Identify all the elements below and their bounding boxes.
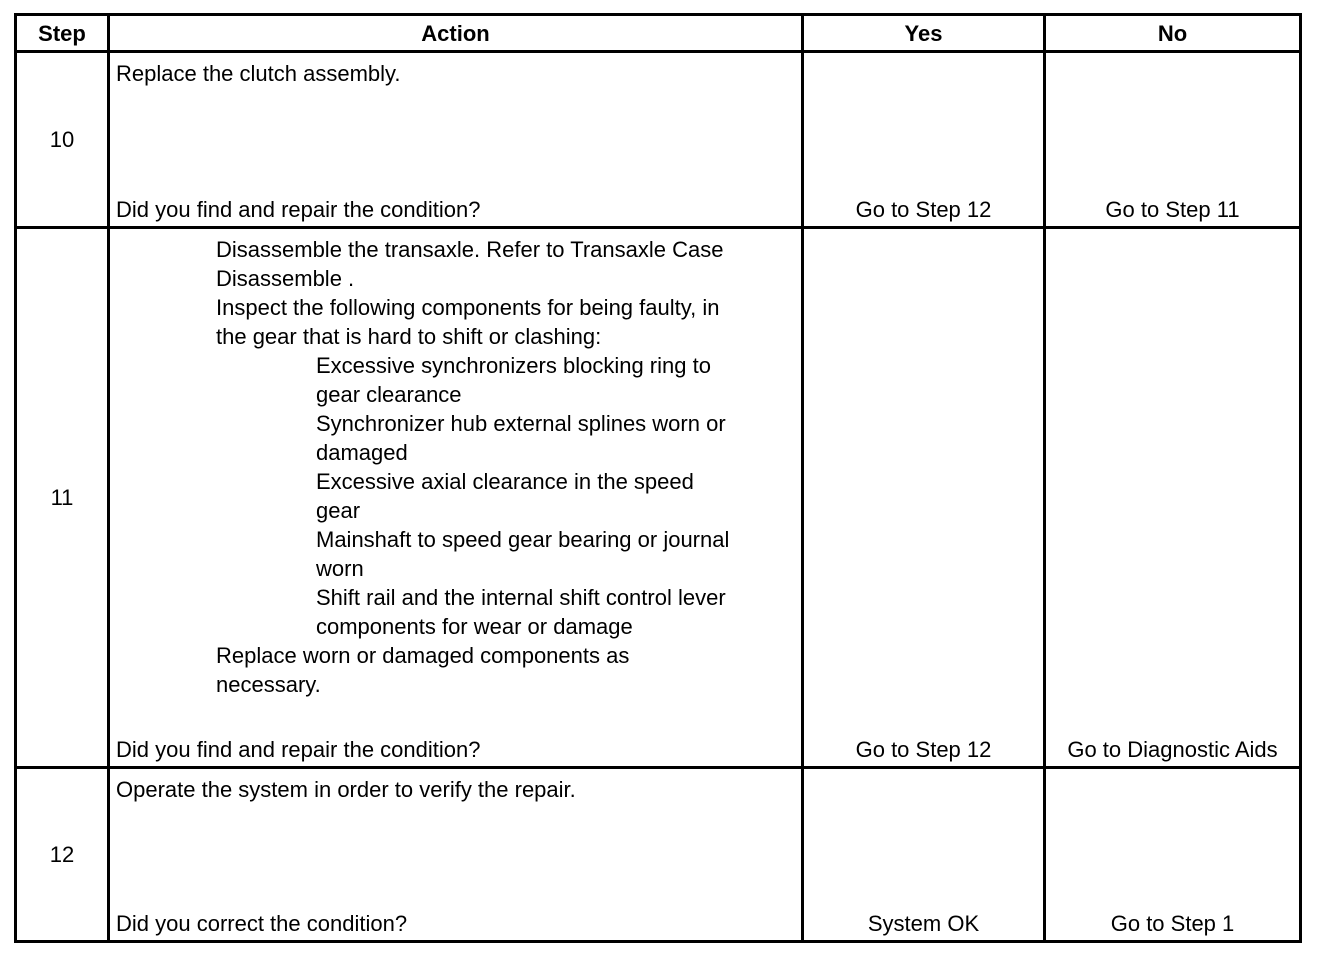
action-line: Inspect the following components for being faulty, in (216, 295, 720, 320)
inspection-line: Shift rail and the internal shift control lever (316, 585, 726, 610)
inspection-line: gear (316, 498, 361, 523)
inspection-line: components for wear or damage (316, 614, 633, 639)
no-result: Go to Step 1 (1110, 911, 1235, 936)
action-cell (109, 768, 803, 942)
table-row-step-12 (16, 768, 1301, 942)
step-number: 12 (16, 768, 109, 942)
action-text: Replace the clutch assembly. (116, 61, 401, 86)
yes-result: Go to Step 12 (855, 197, 992, 222)
inspection-line: damaged (316, 440, 408, 465)
inspection-line: worn (316, 556, 364, 581)
inspection-line: Synchronizer hub external splines worn or (316, 411, 726, 436)
yes-result: Go to Step 12 (855, 737, 992, 762)
no-result: Go to Diagnostic Aids (1067, 737, 1278, 762)
step-number: 10 (16, 52, 109, 228)
question-text: Did you correct the condition? (116, 911, 408, 936)
table-row-step-11 (16, 228, 1301, 768)
yes-result: System OK (867, 911, 980, 936)
inspection-line: Excessive synchronizers blocking ring to (316, 353, 711, 378)
question-text: Did you find and repair the condition? (116, 197, 481, 222)
inspection-line: gear clearance (316, 382, 462, 407)
diagnostic-table (14, 13, 1302, 943)
question-text: Did you find and repair the condition? (116, 737, 481, 762)
action-text: Operate the system in order to verify the repair. (116, 777, 576, 802)
inspection-line: Excessive axial clearance in the speed (316, 469, 694, 494)
header-action: Action (109, 15, 803, 52)
no-result: Go to Step 11 (1105, 197, 1240, 222)
no-cell (1045, 768, 1301, 942)
step-number: 11 (16, 228, 109, 768)
table-row-step-10 (16, 52, 1301, 228)
action-cell (109, 228, 803, 768)
inspection-line: Mainshaft to speed gear bearing or journal (316, 527, 730, 552)
no-cell (1045, 228, 1301, 768)
no-cell (1045, 52, 1301, 228)
action-line: necessary. (216, 672, 321, 697)
yes-cell (803, 768, 1045, 942)
action-line: Disassemble the transaxle. Refer to Transaxle Case (216, 237, 724, 262)
action-line: Disassemble . (216, 266, 355, 291)
header-yes: Yes (803, 15, 1045, 52)
yes-cell (803, 228, 1045, 768)
action-line: the gear that is hard to shift or clashing: (216, 324, 602, 349)
header-no: No (1045, 15, 1301, 52)
header-row (16, 15, 1301, 52)
yes-cell (803, 52, 1045, 228)
action-cell (109, 52, 803, 228)
header-step: Step (16, 15, 109, 52)
action-line: Replace worn or damaged components as (216, 643, 630, 668)
